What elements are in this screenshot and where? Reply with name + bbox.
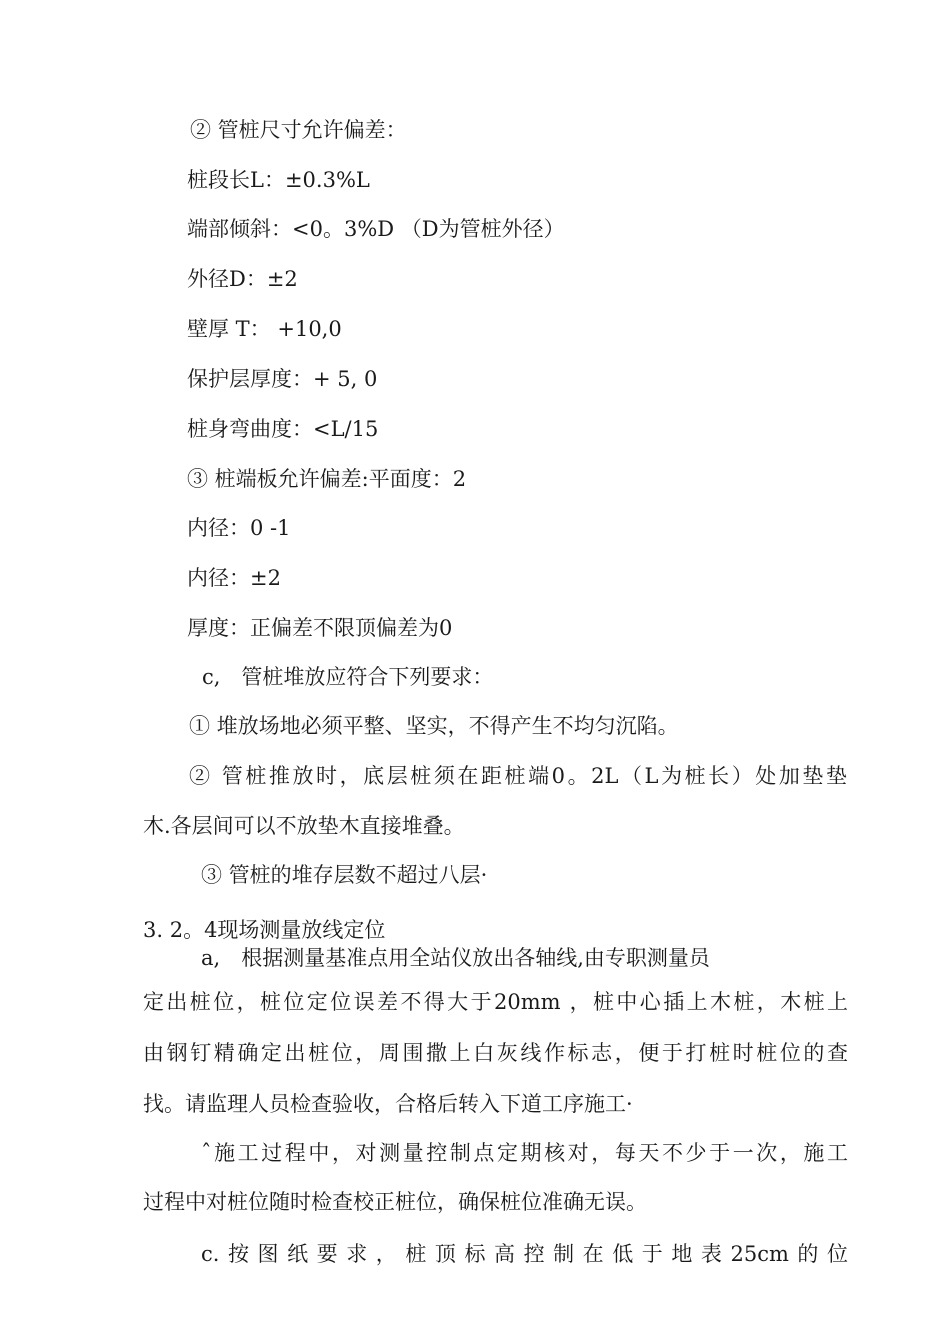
section-heading: 3. 2。4现场测量放线定位 xyxy=(143,918,386,942)
text-line: ① 堆放场地必须平整、坚实，不得产生不均匀沉陷。 xyxy=(189,714,679,738)
text-line: 端部倾斜：<0。3%D （D为管桩外径） xyxy=(187,217,565,241)
text-line: 找。请监理人员检查验收，合格后转入下道工序施工· xyxy=(143,1092,633,1116)
text-line: 壁厚 T： +10,0 xyxy=(187,317,342,341)
text-line: 桩段长L：±0.3%L xyxy=(187,168,370,192)
text-line: 外径D：±2 xyxy=(187,267,298,291)
text-line: a, 根据测量基准点用全站仪放出各轴线,由专职测量员 xyxy=(201,946,710,970)
text-line: ② 管桩尺寸允许偏差： xyxy=(190,118,407,142)
text-line: 过程中对桩位随时检查校正桩位，确保桩位准确无误。 xyxy=(143,1190,647,1214)
text-line: c.按图纸要求，桩顶标高控制在低于地表25cm的位 xyxy=(201,1242,848,1266)
text-line: ③ 桩端板允许偏差:平面度：2 xyxy=(187,467,467,491)
text-line: 保护层厚度：+ 5, 0 xyxy=(187,367,378,391)
text-line: 桩身弯曲度：<L/15 xyxy=(187,417,379,441)
text-line: 内径：±2 xyxy=(187,566,281,590)
text-line: ˆ施工过程中，对测量控制点定期核对，每天不少于一次，施工 xyxy=(201,1141,848,1165)
text-line: ② 管桩推放时，底层桩须在距桩端0。2L（L为桩长）处加垫垫 xyxy=(189,764,847,788)
text-line: 由钢钉精确定出桩位，周围撒上白灰线作标志，便于打桩时桩位的查 xyxy=(143,1041,848,1065)
text-line: c, 管桩堆放应符合下列要求： xyxy=(202,665,494,689)
text-line: 内径：0 -1 xyxy=(187,516,291,540)
text-line: 厚度：正偏差不限顶偏差为0 xyxy=(187,616,453,640)
text-line: 定出桩位，桩位定位误差不得大于20mm ，桩中心插上木桩，木桩上 xyxy=(143,990,848,1014)
text-line: 木.各层间可以不放垫木直接堆叠。 xyxy=(143,814,465,838)
text-line: ③ 管桩的堆存层数不超过八层· xyxy=(201,863,488,887)
